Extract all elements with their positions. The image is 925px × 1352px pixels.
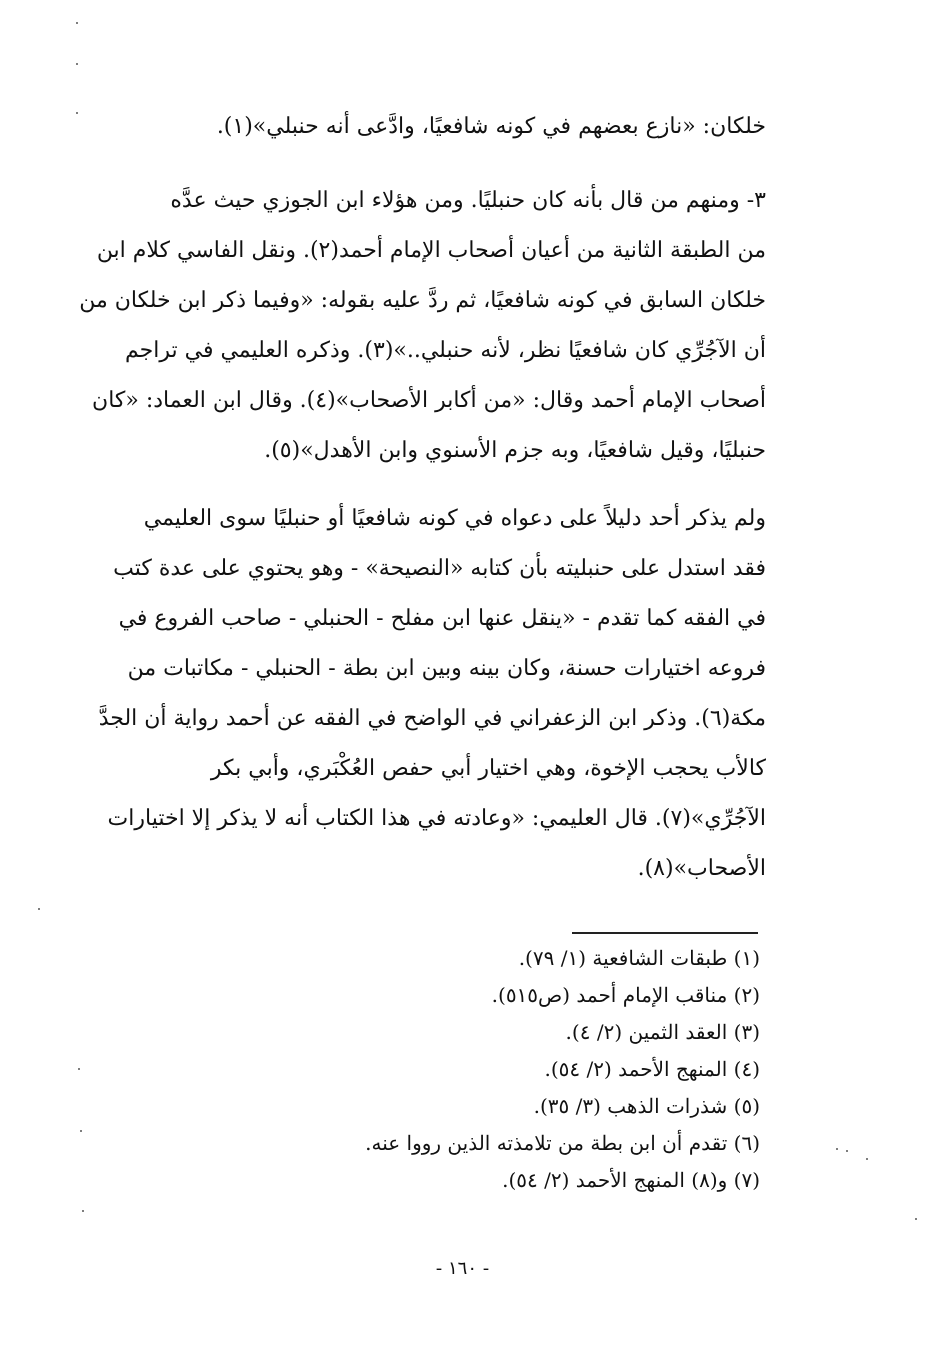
scan-speck: [866, 1158, 868, 1160]
footnote-item: (١) طبقات الشافعية (١/ ٧٩).: [518, 946, 760, 970]
footnote-divider: [572, 932, 758, 934]
footnote-item: (٤) المنهج الأحمد (٢/ ٥٤).: [544, 1057, 760, 1081]
scan-speck: [76, 63, 78, 65]
scan-speck: [80, 1130, 82, 1132]
text-line: أصحاب الإمام أحمد وقال: «من أكابر الأصحاب»(٤). وقال ابن العماد: «كان: [92, 388, 766, 413]
scan-speck: [76, 22, 78, 24]
scan-speck: [82, 1210, 84, 1212]
paragraph-1: [58, 102, 766, 152]
footnote-item: (٥) شذرات الذهب (٣/ ٣٥).: [533, 1094, 760, 1118]
text-line: كالأب يحجب الإخوة، وهي اختيار أبي حفص العُكْبَري، وأبي بكر: [210, 756, 766, 781]
scan-speck: [836, 1148, 838, 1150]
text-line: مكة(٦). وذكر ابن الزعفراني في الواضح في الفقه عن أحمد رواية أن الجدَّ: [98, 706, 766, 731]
scan-speck: [846, 1150, 848, 1152]
paragraph-3: [58, 494, 766, 894]
footnote-item: (٢) مناقب الإمام أحمد (ص٥١٥).: [491, 983, 760, 1007]
text-line: ولم يذكر أحد دليلاً على دعواه في كونه شافعيًا أو حنبليًا سوى العليمي: [143, 506, 766, 531]
scan-speck: [76, 112, 78, 114]
paragraph-2: [58, 176, 766, 476]
page-number: - ١٦٠ -: [435, 1258, 490, 1279]
text-line: خلكان السابق في كونه شافعيًا، ثم ردَّ عليه بقوله: «وفيما ذكر ابن خلكان من: [79, 288, 766, 313]
text-line: حنبليًا، وقيل شافعيًا، وبه جزم الأسنوي وابن الأهدل»(٥).: [264, 438, 766, 463]
scan-speck: [38, 908, 40, 910]
footnotes-list: [200, 940, 760, 1199]
text-line: من الطبقة الثانية من أعيان أصحاب الإمام أحمد(٢). ونقل الفاسي كلام ابن: [96, 238, 766, 263]
text-line: أن الآجُرِّي كان شافعيًا نظر، لأنه حنبلي..»(٣). وذكره العليمي في تراجم: [125, 338, 766, 363]
scan-speck: [78, 1068, 80, 1070]
text-line: الأصحاب»(٨).: [637, 856, 766, 881]
footnote-item: (٣) العقد الثمين (٢/ ٤).: [565, 1020, 760, 1044]
footnote-item: (٦) تقدم أن ابن بطة من تلامذته الذين رووا عنه.: [365, 1131, 760, 1155]
text-line: خلكان: «نازع بعضهم في كونه شافعيًا، وادَّعى أنه حنبلي»(١).: [216, 114, 766, 139]
scan-speck: [915, 1218, 917, 1220]
text-line: في الفقه كما تقدم - «ينقل عنها ابن مفلح - الحنبلي - صاحب الفروع في: [118, 606, 766, 631]
text-line: الآجُرِّي»(٧). قال العليمي: «وعادته في هذا الكتاب أنه لا يذكر إلا اختيارات: [107, 806, 766, 831]
footnote-item: (٧) و(٨) المنهج الأحمد (٢/ ٥٤).: [502, 1168, 760, 1192]
text-line: فروعه اختيارات حسنة، وكان بينه وبين ابن بطة - الحنبلي - مكاتبات من: [127, 656, 766, 681]
text-line: ٣- ومنهم من قال بأنه كان حنبليًا. ومن هؤلاء ابن الجوزي حيث عدَّه: [170, 188, 766, 213]
text-line: فقد استدل على حنبليته بأن كتابه «النصيحة» - وهو يحتوي على عدة كتب: [113, 556, 766, 581]
